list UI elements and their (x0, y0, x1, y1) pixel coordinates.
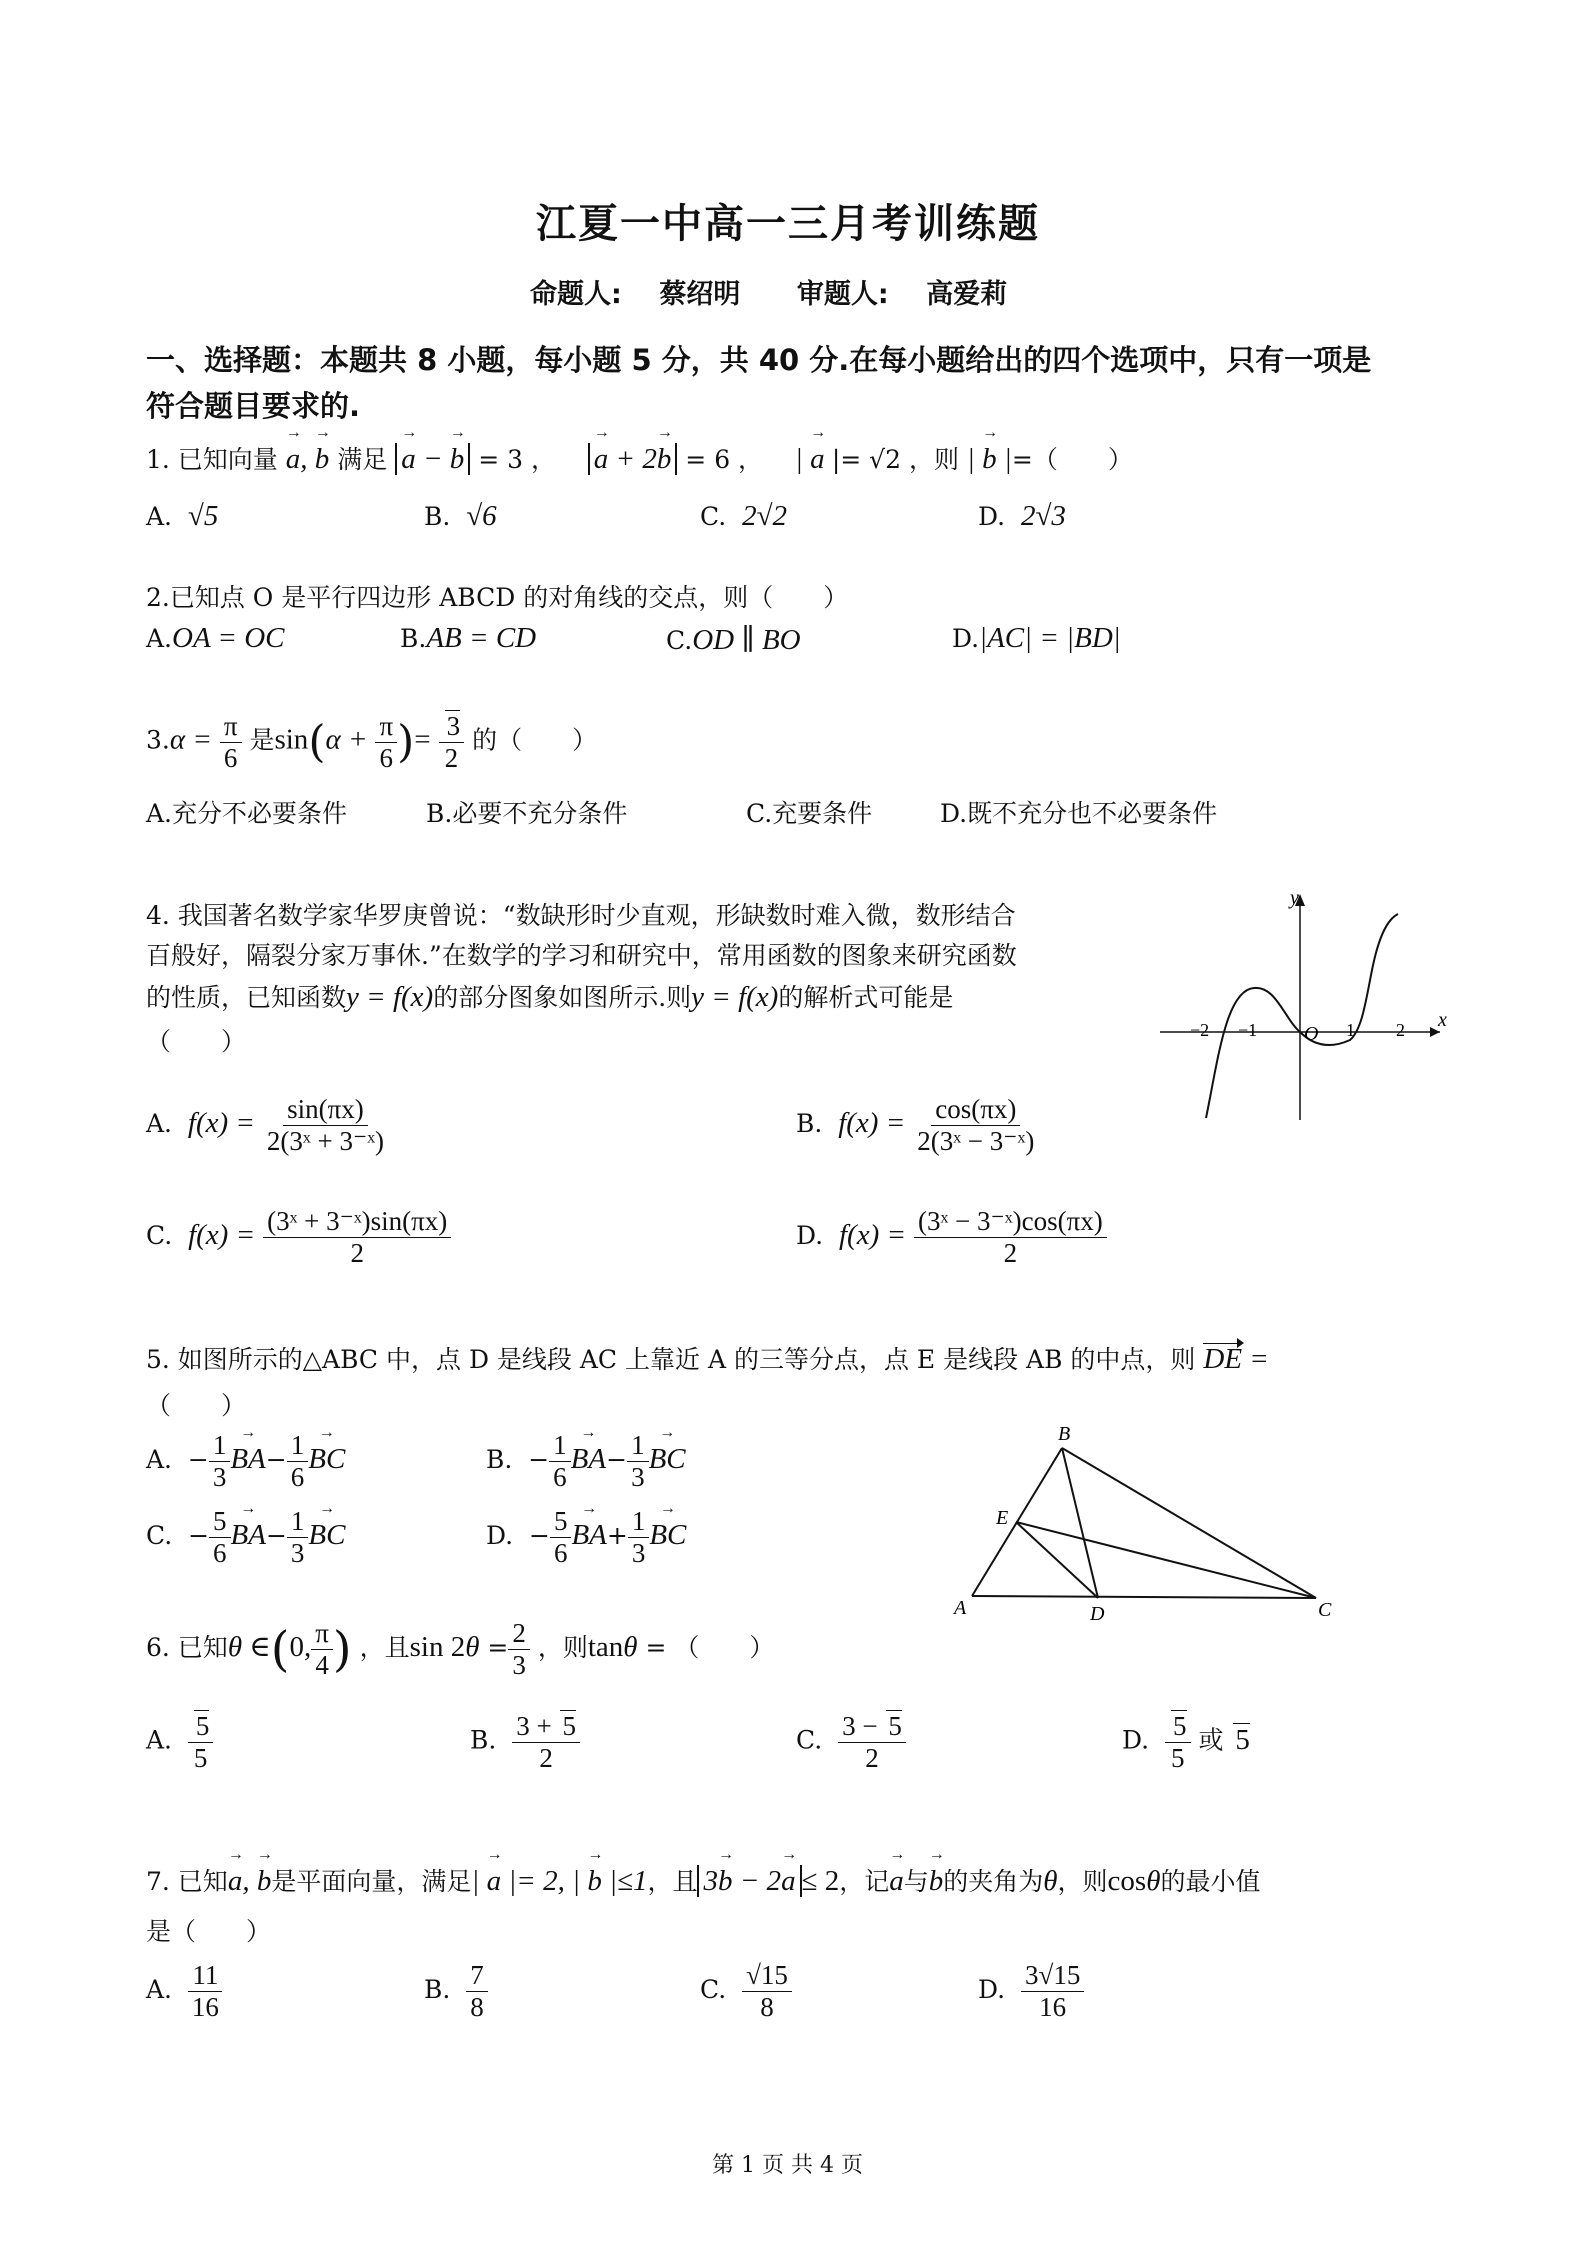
graph-tick-m2: −2 (1190, 1020, 1210, 1040)
q4-option-c: C. f(x) = $\frac{\text{(3ˣ + 3⁻ˣ)sin(πx)}}{2}$ (146, 1206, 451, 1269)
q1-option-d: D. 2√3 (978, 500, 1066, 532)
q5-option-d: D. − $\frac{5}{6}$ BA →+ $\frac{1}{3}$ BC → (486, 1506, 686, 1569)
q1-mid: 满足 (337, 445, 388, 474)
q6-option-a: A. $\frac{5}{5}$ (146, 1710, 213, 1774)
triangle-label-d: D (1090, 1603, 1105, 1625)
graph-tick-m1: −1 (1238, 1020, 1258, 1040)
q4-option-d: D. f(x) = $\frac{\text{(3ˣ − 3⁻ˣ)cos(πx)}}{2}$ (796, 1206, 1107, 1269)
q3-option-a: A.充分不必要条件 (146, 799, 348, 828)
section-header-line2: 符合题目要求的. (146, 389, 361, 423)
triangle-label-a: A (954, 1597, 967, 1619)
triangle-label-e: E (996, 1507, 1009, 1529)
triangle-label-c: C (1318, 1599, 1332, 1621)
page-title: 江夏一中高一三月考训练题 (536, 200, 1040, 247)
q1-cond3: |= √2 (831, 445, 901, 474)
q1-cond2: = 6 ， (685, 445, 764, 474)
q7-option-c: C. $\frac{√15}{8}$ (700, 1960, 792, 2023)
q3-option-d: D.既不充分也不必要条件 (940, 799, 1218, 828)
q2-option-d: D.|AC| = |BD| (952, 622, 1121, 654)
q1-option-b: B. √6 (424, 500, 497, 532)
q5-option-c: C. − $\frac{5}{6}$ BA →− $\frac{1}{3}$ BC → (146, 1506, 345, 1569)
q1-cond1: = 3 ， (478, 445, 556, 474)
authors-line (530, 272, 1007, 311)
q6-option-c: C. $\frac{3 - 5}{2}$ (796, 1710, 906, 1774)
q1-then: ，则 (908, 445, 959, 474)
page-footer: 第 1 页 共 4 页 (712, 2153, 863, 2178)
q2-option-a: A.OA = OC (146, 622, 285, 654)
q5-paren: （ ） (146, 1391, 247, 1420)
setter-label: 命题人: (530, 279, 622, 310)
question-6-stem: 6. 已知θ ∈(0, $\frac{\pi}{4}$ ) ，且sin 2θ = $\frac{2}{3}$ ，则tanθ = （ ） (146, 1618, 775, 1681)
question-7-stem: 7. 已知a →, b →是平面向量，满足| a → |= 2, | b → |≤1，且 3b → − 2a → ≤ 2，记a →与b →的夹角为θ，则cosθ的最小值 (146, 1862, 1260, 1898)
reviewer-name: 高爱莉 (926, 279, 1008, 310)
q4-line4: （ ） (146, 1027, 247, 1056)
q2-option-c: C.OD ∥ BO (666, 624, 801, 656)
q2-option-b: B.AB = CD (400, 622, 537, 654)
question-2-stem: 2.已知点 O 是平行四边形 ABCD 的对角线的交点，则（ ） (146, 583, 849, 612)
graph-tick-1: 1 (1346, 1020, 1355, 1040)
q4-function-graph (1160, 890, 1456, 1130)
q4-option-b: B. f(x) = $\frac{\cos(\pi x)}{\text{2(3ˣ − 3⁻ˣ)}}$ (796, 1094, 1035, 1157)
triangle-label-b: B (1058, 1423, 1071, 1445)
q5-option-a: A. − $\frac{1}{3}$ BA →− $\frac{1}{6}$ BC → (146, 1430, 345, 1493)
q7-option-d: D. $\frac{3√15}{16}$ (978, 1960, 1084, 2023)
q6-option-b: B. $\frac{3 + 5}{2}$ (470, 1710, 580, 1774)
q4-line3: 的性质，已知函数y = f(x)的部分图象如图所示.则y = f(x)的解析式可能是 (146, 981, 954, 1013)
graph-y-label: y (1290, 890, 1299, 909)
q3-option-c: C.充要条件 (746, 799, 873, 828)
q4-line2: 百般好，隔裂分家万事休.”在数学的学习和研究中，常用函数的图象来研究函数 (146, 941, 1017, 970)
question-3-stem: 3.α = $\frac{\pi}{6}$ 是sin(α + $\frac{\pi}{6}$ )= $\frac{3}{2}$ 的（ ） (146, 710, 598, 774)
q4-option-a: A. f(x) = $\frac{\sin(\pi x)}{\text{2(3ˣ + 3⁻ˣ)}}$ (146, 1094, 384, 1157)
q7-option-a: A. $\frac{11}{16}$ (146, 1960, 223, 2023)
q1-paren: =（ ） (1011, 445, 1133, 474)
section-header-line1: 一、选择题：本题共 8 小题，每小题 5 分，共 40 分.在每小题给出的四个选项中，只有一项是 (146, 343, 1372, 377)
graph-origin: O (1304, 1023, 1319, 1045)
q6-option-d: D. $\frac{5}{5}$ 或 5 (1122, 1711, 1250, 1774)
question-1-stem: 1. 已知向量 a →, b → 满足 a → − b → = 3 ， a → + 2b → = 6 ， | a → |= √2 ，则 | b → |=（ ） (146, 440, 1133, 476)
q7-option-b: B. $\frac{7}{8}$ (424, 1960, 488, 2023)
question-5-stem: 5. 如图所示的△ABC 中，点 D 是线段 AC 上靠近 A 的三等分点，点 E 是线段 AB 的中点，则 DE = (146, 1343, 1269, 1375)
q5-triangle-figure (940, 1420, 1340, 1630)
q3-option-b: B.必要不充分条件 (426, 799, 628, 828)
q1-prefix: 1. 已知向量 (146, 445, 278, 474)
q1-option-c: C. 2√2 (700, 500, 787, 532)
reviewer-label: 审题人: (796, 279, 889, 310)
setter-name: 蔡绍明 (659, 279, 741, 310)
q5-option-b: B. − $\frac{1}{6}$ BA →− $\frac{1}{3}$ BC → (486, 1430, 686, 1493)
graph-x-label: x (1438, 1009, 1447, 1031)
q1-option-a: A. √5 (146, 500, 219, 532)
graph-tick-2: 2 (1396, 1020, 1405, 1040)
q4-line1: 4. 我国著名数学家华罗庚曾说：“数缺形时少直观，形缺数时难入微，数形结合 (146, 901, 1016, 930)
q7-line2: 是（ ） (146, 1917, 272, 1946)
